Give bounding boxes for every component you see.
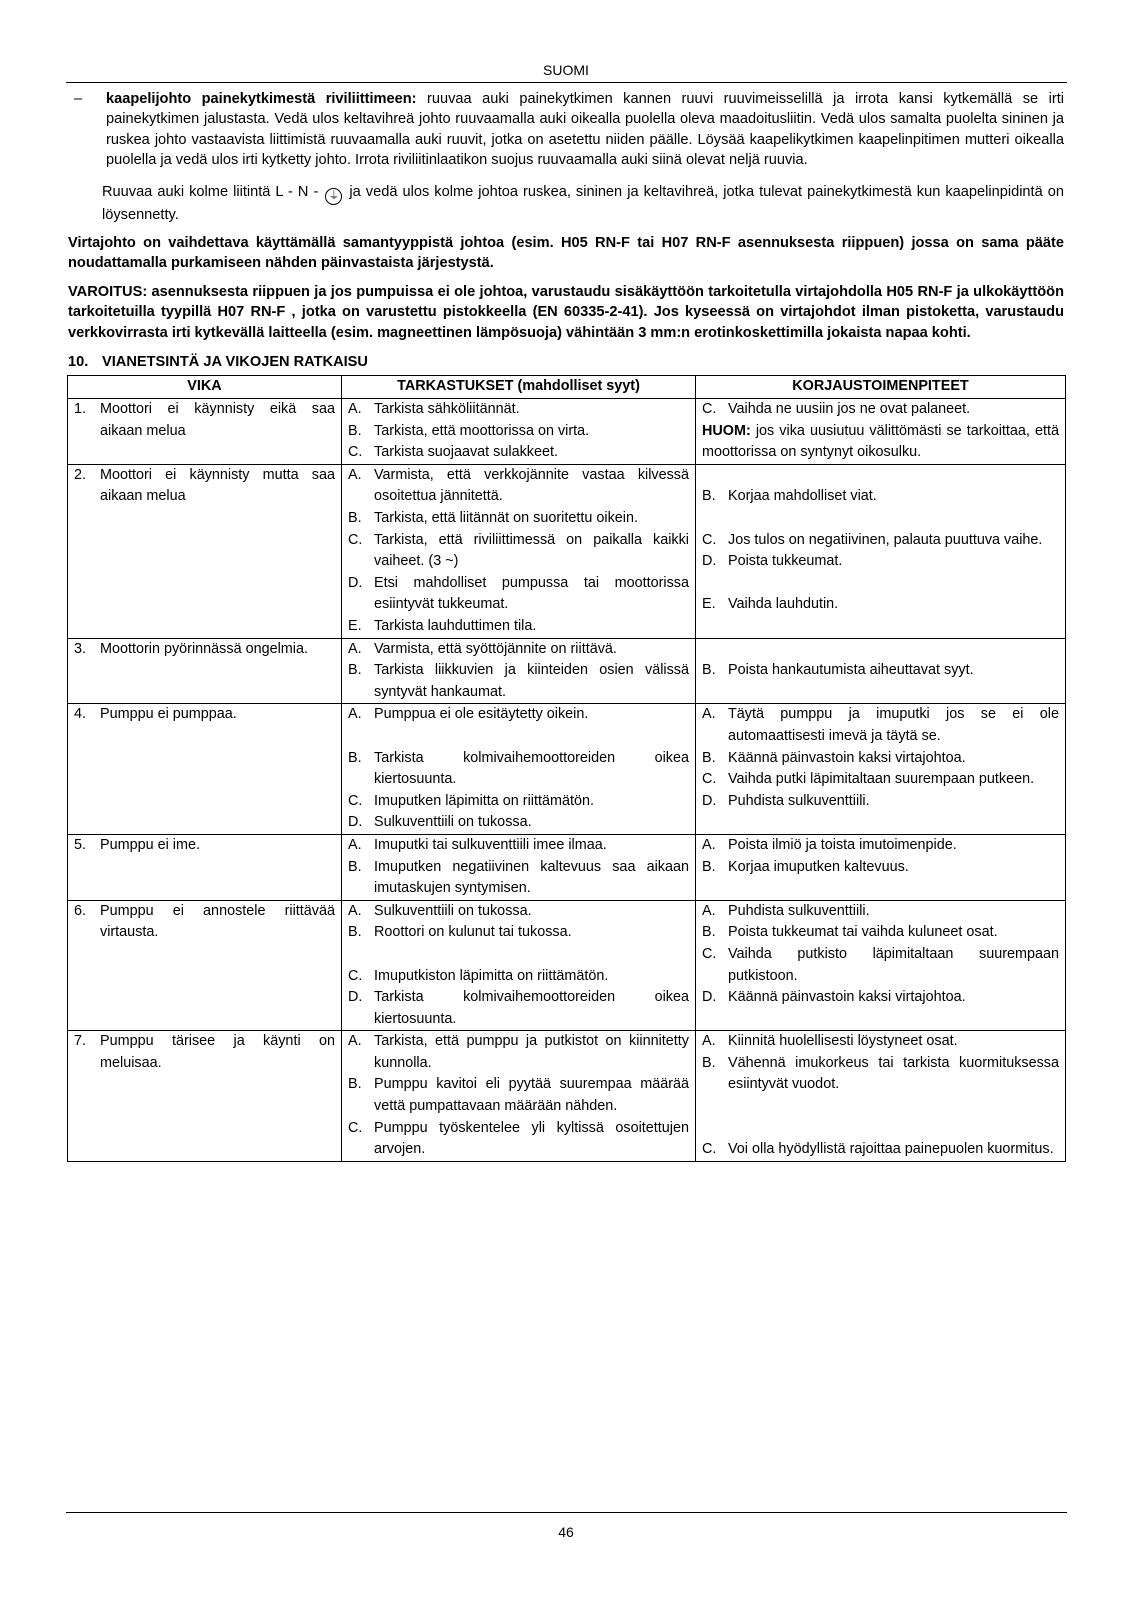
spacer (702, 573, 1059, 595)
fix-item (702, 486, 1059, 508)
check-item-text: B. (348, 662, 362, 679)
table-cell (342, 834, 696, 900)
fix-item-text: Puhdista sulkuventtiili. (728, 792, 870, 809)
check-item (348, 399, 689, 421)
check-item (348, 966, 689, 988)
fix-item-text: B. (702, 924, 716, 941)
check-item-text: D. (348, 989, 363, 1006)
check-item-text: Tarkista kolmivaihemoottoreiden oikea kiertosuunta. (374, 989, 689, 1027)
check-item-text: B. (348, 1076, 362, 1093)
fix-item (702, 857, 1059, 879)
spacer (348, 944, 689, 966)
check-item (348, 835, 689, 857)
fault-cell-text: Moottorin pyörinnässä ongelmia. (100, 640, 308, 657)
check-item (348, 1118, 689, 1161)
table-row (68, 399, 1066, 465)
check-item-text: C. (348, 444, 363, 461)
terminal-text-b: ja vedä ulos kolme johtoa ruskea, sininen ja keltavihreä, jotka tulevat painekytkimestä kun kaapelinpidintä on löysennetty. (102, 183, 1064, 223)
fix-item-text: D. (702, 792, 717, 809)
spacer (702, 465, 1059, 487)
table-row (68, 834, 1066, 900)
table-cell (68, 638, 342, 704)
check-item-text: Imuputkiston läpimitta on riittämätön. (374, 967, 609, 984)
footer-rule (66, 1512, 1067, 1513)
check-item-text: A. (348, 1033, 362, 1050)
section-heading (68, 352, 1064, 372)
table-cell (68, 399, 342, 465)
warning-paragraph: VAROITUS: asennuksesta riippuen ja jos pumpuissa ei ole johtoa, varustaudu sisäkäyttöön tarkoitetulla virtajohdolla H05 RN-F ja ulkokäyttöön tarkoitetuilla tyypillä H07 RN-F , jotka on varustettu pistokkeella (EN 60335-2-41). Jos kyseessä on virtajohdot ilman pistoketta, varustaudu verkkovirrasta irti kytkevällä laitteella (esim. magneettinen lämpösuoja) vähintään 3 mm:n erotinkoskettimilla jokaista napaa kohti. (68, 283, 1064, 341)
fault-cell-text: Pumppu ei pumppaa. (100, 706, 237, 723)
table-cell (696, 464, 1066, 638)
fix-item (702, 944, 1059, 987)
check-item-text: A. (348, 640, 362, 657)
check-item (348, 987, 689, 1030)
check-item-text: Imuputken negatiivinen kaltevuus saa aikaan imutaskujen syntymisen. (374, 858, 689, 897)
fix-item-text: Poista ilmiö ja toista imutoimenpide. (728, 836, 957, 853)
fix-item-text: Poista tukkeumat tai vaihda kuluneet osat. (728, 924, 998, 941)
fix-item-text: B. (702, 858, 716, 875)
spacer (702, 639, 1059, 661)
check-item-text: Tarkista lauhduttimen tila. (374, 618, 537, 634)
header-language: SUOMI (543, 62, 589, 78)
check-item-text: Etsi mahdolliset pumpussa tai moottorissa esiintyvät tukkeumat. (374, 574, 689, 613)
spacer (348, 726, 689, 748)
table-cell (342, 399, 696, 465)
fault-cell-text: Pumppu ei annostele riittävää virtausta. (100, 902, 335, 941)
check-item-text: Tarkista suojaavat sulakkeet. (374, 444, 558, 461)
fault-cell (74, 465, 335, 508)
fix-item (702, 660, 1059, 682)
check-item-text: B. (348, 422, 362, 439)
table-cell (68, 834, 342, 900)
fix-item-text: Voi olla hyödyllistä rajoittaa painepuolen kuormitus. (728, 1141, 1054, 1158)
check-item-text: A. (348, 466, 362, 483)
note-text-text: jos vika uusiutuu välittömästi se tarkoittaa, että moottorissa on syntynyt oikosulku. (702, 422, 1059, 461)
fix-item-text: E. (702, 596, 716, 613)
fault-cell-text: 5. (74, 836, 87, 853)
fix-item-text: Korjaa imuputken kaltevuus. (728, 858, 909, 875)
check-item-text: Tarkista, että pumppu ja putkistot on kiinnitetty kunnolla. (374, 1033, 689, 1071)
fix-item-text: C. (702, 1141, 717, 1158)
fix-item (702, 769, 1059, 791)
page-number: 46 (558, 1524, 574, 1540)
fault-cell-text: Pumppu ei ime. (100, 836, 200, 853)
fix-item (702, 791, 1059, 813)
fix-item-text: Käännä päinvastoin kaksi virtajohtoa. (728, 989, 966, 1006)
check-item-text: D. (348, 814, 363, 831)
column-header: TARKASTUKSET (mahdolliset syyt) (342, 376, 696, 399)
fault-cell (74, 1031, 335, 1074)
fix-item-text: D. (702, 989, 717, 1006)
fix-item-text: C. (702, 945, 717, 962)
check-item-text: C. (348, 967, 363, 984)
header-rule (66, 82, 1067, 83)
fault-cell-text: 2. (74, 466, 87, 483)
table-cell (342, 638, 696, 704)
check-item-text: Pumppu kavitoi eli pyytää suurempaa määrää vettä pumpattavaan määrään nähden. (374, 1076, 689, 1115)
column-header: KORJAUSTOIMENPITEET (696, 376, 1066, 399)
fix-item (702, 1139, 1059, 1161)
fix-item-text: Vaihda putki läpimitaltaan suurempaan putkeen. (728, 771, 1035, 788)
bullet-cable-removal (68, 89, 1064, 171)
check-item-text: C. (348, 1119, 363, 1136)
fix-item (702, 748, 1059, 770)
fix-item-text: Jos tulos on negatiivinen, palauta puuttuva vaihe. (728, 531, 1043, 548)
fault-cell-text: Moottori ei käynnisty mutta saa aikaan melua (100, 466, 335, 505)
table-cell (696, 834, 1066, 900)
table-row (68, 704, 1066, 835)
troubleshooting-table (67, 375, 1066, 1161)
check-item-text: Tarkista liikkuvien ja kiinteiden osien välissä syntyvät hankaumat. (374, 662, 689, 700)
check-item (348, 748, 689, 791)
column-header: VIKA (68, 376, 342, 399)
check-item (348, 857, 689, 900)
fault-cell (74, 399, 335, 442)
fault-cell-text: 4. (74, 706, 87, 723)
check-item (348, 922, 689, 944)
fault-cell (74, 704, 335, 726)
check-item-text: B. (348, 858, 362, 875)
check-item-text: Sulkuventtiili on tukossa. (374, 902, 532, 919)
fix-item (702, 530, 1059, 552)
check-item (348, 639, 689, 661)
check-item (348, 573, 689, 616)
table-row (68, 900, 1066, 1031)
note-text (702, 421, 1059, 464)
table-cell (696, 1031, 1066, 1162)
terminal-paragraph (102, 182, 1064, 225)
fix-item-text: A. (702, 836, 716, 853)
cable-replacement-paragraph: Virtajohto on vaihdettava käyttämällä samantyyppistä johtoa (esim. H05 RN-F tai H07 RN-F asennuksesta riippuen) jossa on sama pääte noudattamalla purkamiseen nähden päinvastaista järjestystä. (68, 235, 1064, 272)
fix-item (702, 1053, 1059, 1096)
earth-ground-icon: ⏚ (325, 188, 342, 205)
table-row (68, 464, 1066, 638)
fix-item-text: Vaihda putkisto läpimitaltaan suurempaan putkistoon. (728, 945, 1059, 984)
check-item-text: Sulkuventtiili on tukossa. (374, 814, 532, 831)
table-header-row (68, 376, 1066, 399)
check-item-text: A. (348, 401, 362, 418)
page-content (68, 89, 1064, 1162)
check-item (348, 1031, 689, 1074)
fix-item-text: Puhdista sulkuventtiili. (728, 902, 870, 919)
fix-item-text: A. (702, 1033, 716, 1050)
check-item-text: A. (348, 902, 362, 919)
fix-item (702, 987, 1059, 1009)
fix-item-text: Vähennä imukorkeus tai tarkista kuormituksessa esiintyvät vuodot. (728, 1054, 1059, 1093)
table-cell (342, 900, 696, 1031)
check-item-text: B. (348, 510, 362, 527)
spacer (702, 508, 1059, 530)
fix-item-text: C. (702, 401, 717, 418)
check-item (348, 901, 689, 923)
fix-item-text: Käännä päinvastoin kaksi virtajohtoa. (728, 749, 966, 766)
check-item-text: Tarkista, että moottorissa on virta. (374, 422, 590, 439)
table-cell (342, 704, 696, 835)
check-item-text: Varmista, että syöttöjännite on riittävä. (374, 640, 617, 657)
table-cell (696, 900, 1066, 1031)
check-item-text: Tarkista sähköliitännät. (374, 401, 520, 418)
table-row (68, 1031, 1066, 1162)
check-item-text: B. (348, 924, 362, 941)
check-item (348, 660, 689, 703)
check-item (348, 812, 689, 834)
fix-item-text: B. (702, 488, 716, 505)
table-cell (68, 704, 342, 835)
check-item-text: D. (348, 574, 363, 591)
bullet-text: ruuvaa auki painekytkimen kannen ruuvi ruuvimeisselillä ja irrota kansi kytkemällä se irti painekytkimen jalustasta. Vedä ulos keltavihreä johto ruuvaamalla auki oikealla puolella oleva maadoitusliitin. Vedä ulos samalta puolelta sininen ja ruskea johto vastaavista liittimistä ruuvaamalla auki ruuvit, jotka on asetettu niiden päälle. Löysää kaapelikytkimen kaapelinpitimen mutteri oikealla puolella ja vedä ulos irti kytketty johto. Irrota riviliitinlaatikon suojus ruuvaamalla auki siinä olevat neljä ruuvia. (106, 91, 1064, 169)
fault-cell-text: Pumppu tärisee ja käynti on meluisaa. (100, 1033, 335, 1071)
check-item (348, 1074, 689, 1117)
fix-item-text: B. (702, 662, 716, 679)
fix-item-text: D. (702, 553, 717, 570)
check-item-text: C. (348, 531, 363, 548)
check-item-text: Roottori on kulunut tai tukossa. (374, 924, 572, 941)
fix-item-text: B. (702, 749, 716, 766)
fix-item-text: Poista hankautumista aiheuttavat syyt. (728, 662, 974, 679)
check-item-text: Pumppua ei ole esitäytetty oikein. (374, 706, 589, 723)
check-item-text: C. (348, 792, 363, 809)
table-cell (68, 1031, 342, 1162)
check-item-text: B. (348, 749, 362, 766)
fix-item (702, 835, 1059, 857)
fix-item-text: Kiinnitä huolellisesti löystyneet osat. (728, 1033, 958, 1050)
section-number: 10. (68, 354, 89, 371)
fix-item (702, 901, 1059, 923)
fault-cell (74, 835, 335, 857)
table-cell (696, 399, 1066, 465)
fault-cell (74, 639, 335, 661)
fix-item-text: Korjaa mahdolliset viat. (728, 488, 877, 505)
fix-item (702, 551, 1059, 573)
fault-cell-text: 3. (74, 640, 87, 657)
check-item-text: A. (348, 836, 362, 853)
fault-cell-text: 1. (74, 401, 87, 418)
fix-item (702, 399, 1059, 421)
fix-item-text: Poista tukkeumat. (728, 553, 843, 570)
spacer (702, 1096, 1059, 1139)
fix-item (702, 594, 1059, 616)
check-item-text: Tarkista kolmivaihemoottoreiden oikea kiertosuunta. (374, 749, 689, 788)
bullet-bold-lead: kaapelijohto painekytkimestä riviliittimeen: (106, 91, 417, 107)
fix-item (702, 922, 1059, 944)
check-item (348, 530, 689, 573)
check-item-text: Varmista, että verkkojännite vastaa kilvessä osoitettua jännitettä. (374, 466, 689, 505)
fix-item (702, 1031, 1059, 1053)
table-cell (342, 1031, 696, 1162)
note-text-text: HUOM: (702, 422, 751, 439)
fix-item-text: A. (702, 706, 716, 723)
check-item (348, 442, 689, 464)
check-item-text: Pumppu työskentelee yli kyltissä osoitettujen arvojen. (374, 1119, 689, 1158)
check-item-text: Tarkista, että liitännät on suoritettu oikein. (374, 510, 638, 527)
table-cell (696, 704, 1066, 835)
check-item-text: A. (348, 706, 362, 723)
check-item (348, 704, 689, 726)
check-item (348, 421, 689, 443)
check-item (348, 508, 689, 530)
check-item (348, 616, 689, 638)
check-item (348, 791, 689, 813)
fix-item-text: A. (702, 902, 716, 919)
check-item-text: E. (348, 618, 362, 634)
table-row (68, 638, 1066, 704)
fix-item-text: C. (702, 771, 717, 788)
fault-cell (74, 901, 335, 944)
fault-cell-text: 6. (74, 902, 87, 919)
fault-cell-text: 7. (74, 1033, 87, 1050)
fix-item-text: B. (702, 1054, 716, 1071)
check-item-text: Imuputken läpimitta on riittämätön. (374, 792, 594, 809)
check-item-text: Tarkista, että riviliittimessä on paikalla kaikki vaiheet. (3 ~) (374, 531, 689, 570)
section-title: VIANETSINTÄ JA VIKOJEN RATKAISU (102, 354, 368, 371)
fix-item-text: C. (702, 531, 717, 548)
fix-item-text: Vaihda lauhdutin. (728, 596, 839, 613)
dash-marker: – (74, 91, 83, 107)
table-cell (68, 464, 342, 638)
fix-item (702, 704, 1059, 747)
check-item (348, 465, 689, 508)
table-cell (696, 638, 1066, 704)
terminal-text-a: Ruuvaa auki kolme liitintä L - N - (102, 183, 319, 200)
fault-cell-text: Moottori ei käynnisty eikä saa aikaan melua (100, 401, 335, 439)
fix-item-text: Vaihda ne uusiin jos ne ovat palaneet. (728, 401, 971, 418)
table-cell (342, 464, 696, 638)
fix-item-text: Täytä pumppu ja imuputki jos se ei ole automaattisesti imevä ja täytä se. (728, 706, 1059, 744)
table-cell (68, 900, 342, 1031)
check-item-text: Imuputki tai sulkuventtiili imee ilmaa. (374, 836, 607, 853)
